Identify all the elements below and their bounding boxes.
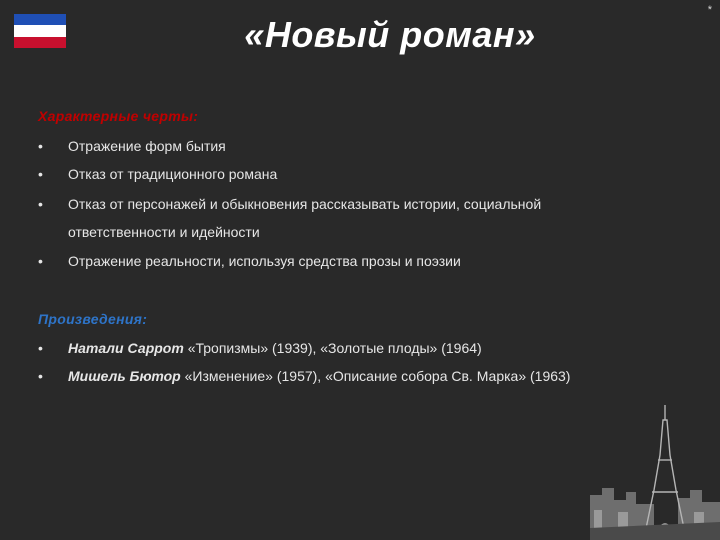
work-text bbox=[68, 334, 638, 362]
work-author: Мишель Бютор bbox=[68, 368, 181, 384]
feature-text: Отказ от традиционного романа bbox=[68, 166, 278, 182]
work-titles: «Тропизмы» (1939), «Золотые плоды» (1964) bbox=[183, 340, 482, 356]
bullet: • bbox=[38, 253, 43, 269]
feature-text: Отказ от персонажей и обыкновения рассказывать истории, социальной ответственности и идейности bbox=[68, 196, 542, 240]
bullet: • bbox=[38, 340, 43, 356]
bullet: • bbox=[38, 368, 43, 384]
bullet: • bbox=[38, 166, 43, 182]
bullet: • bbox=[38, 196, 43, 212]
work-text bbox=[68, 362, 638, 390]
works-heading: Произведения: bbox=[38, 311, 148, 327]
feature-text: Отражение форм бытия bbox=[68, 138, 226, 154]
slide-marker: * bbox=[707, 4, 712, 16]
work-author: Натали Саррот bbox=[68, 340, 184, 356]
feature-text: Отражение реальности, используя средства прозы и поэзии bbox=[68, 253, 461, 269]
features-heading: Характерные черты: bbox=[38, 108, 199, 124]
paris-skyline-image bbox=[590, 400, 720, 540]
work-titles: «Изменение» (1957), «Описание собора Св. Марка» (1963) bbox=[180, 368, 571, 384]
slide-title: «Новый роман» bbox=[244, 14, 536, 55]
bullet: • bbox=[38, 138, 43, 154]
